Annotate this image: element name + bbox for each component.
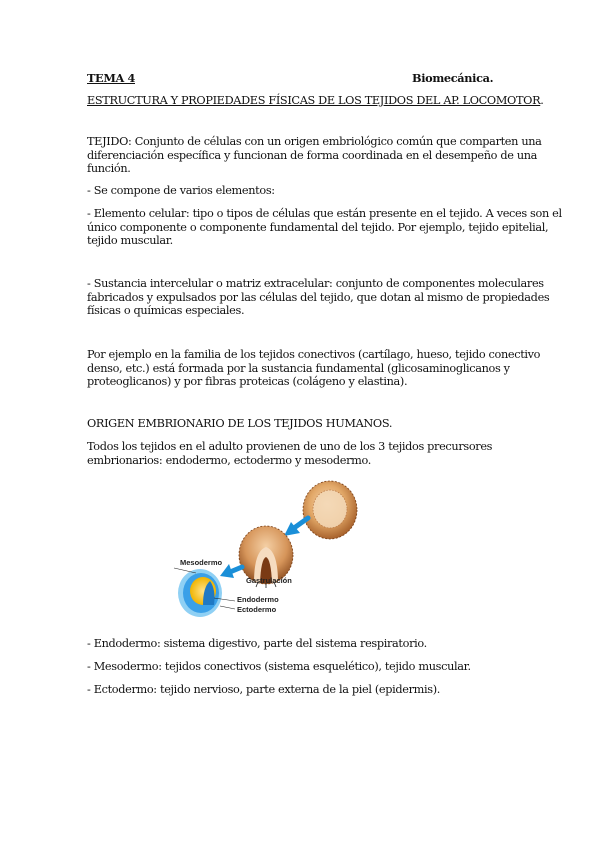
label-endodermo: Endodermo	[237, 595, 279, 604]
text-line: - Sustancia intercelular o matriz extracelular: conjunto de componentes moleculares	[87, 277, 544, 290]
paragraph-mesodermo	[87, 660, 471, 674]
text-line: - Se compone de varios elementos:	[87, 184, 275, 197]
label-mesodermo: Mesodermo	[180, 558, 223, 567]
document-subtitle	[87, 94, 543, 108]
text-line: Todos los tejidos en el adulto provienen de uno de los 3 tejidos precursores	[87, 440, 493, 453]
paragraph-ectodermo	[87, 683, 440, 697]
subtitle-text: ESTRUCTURA Y PROPIEDADES FÍSICAS DE LOS TEJIDOS DEL AP. LOCOMOTOR	[87, 94, 541, 107]
label-ectodermo: Ectodermo	[237, 605, 277, 614]
text-line: tejido muscular.	[87, 234, 173, 248]
paragraph-tejidos-precursores	[87, 440, 492, 467]
arrow-2-icon	[220, 564, 242, 578]
text-line: ORIGEN EMBRIONARIO DE LOS TEJIDOS HUMANOS.	[87, 417, 393, 430]
text-line: - Ectodermo: tejido nervioso, parte externa de la piel (epidermis).	[87, 683, 441, 696]
text-line: Por ejemplo en la familia de los tejidos conectivos (cartílago, hueso, tejido conectivo	[87, 348, 541, 361]
text-line: embrionarios: endodermo, ectodermo y mesodermo.	[87, 453, 371, 467]
paragraph-elemento-celular	[87, 207, 562, 248]
text-line: - Endodermo: sistema digestivo, parte del sistema respiratorio.	[87, 637, 427, 650]
subject-heading: Biomecánica.	[412, 71, 494, 85]
paragraph-tejido-definition	[87, 135, 542, 176]
paragraph-sustancia-intercelular	[87, 277, 549, 318]
text-line: TEJIDO: Conjunto de células con un origen embriológico común que comparten una	[87, 135, 542, 148]
subtitle-period: .	[540, 94, 544, 107]
text-line: fabricados y expulsados por las células del tejido, que dotan al mismo de propiedades	[87, 290, 550, 304]
text-line: - Mesodermo: tejidos conectivos (sistema esquelético), tejido muscular.	[87, 660, 471, 673]
blastula-icon	[303, 481, 357, 539]
paragraph-tejidos-conectivos	[87, 348, 540, 389]
text-line: proteoglicanos) y por fibras proteicas (colágeno y elastina).	[87, 375, 408, 389]
text-line: diferenciación específica y funcionan de forma coordinada en el desempeño de una	[87, 148, 538, 162]
label-gastrulacion: Gastrulación	[246, 576, 292, 585]
text-line: función.	[87, 162, 131, 176]
text-line: denso, etc.) está formada por la sustancia fundamental (glicosaminoglicanos y	[87, 361, 510, 375]
text-line: físicas o químicas especiales.	[87, 304, 245, 318]
text-line: único componente o componente fundamental del tejido. Por ejemplo, tejido epitelial,	[87, 220, 549, 234]
topic-heading: TEMA 4	[87, 71, 135, 85]
embryo-gastrulation-figure	[170, 475, 370, 623]
paragraph-elementos	[87, 184, 275, 198]
arrow-1-icon	[284, 518, 308, 536]
paragraph-endodermo	[87, 637, 427, 651]
section-heading-origen	[87, 417, 392, 431]
text-line: - Elemento celular: tipo o tipos de células que están presente en el tejido. A veces son el	[87, 207, 562, 220]
